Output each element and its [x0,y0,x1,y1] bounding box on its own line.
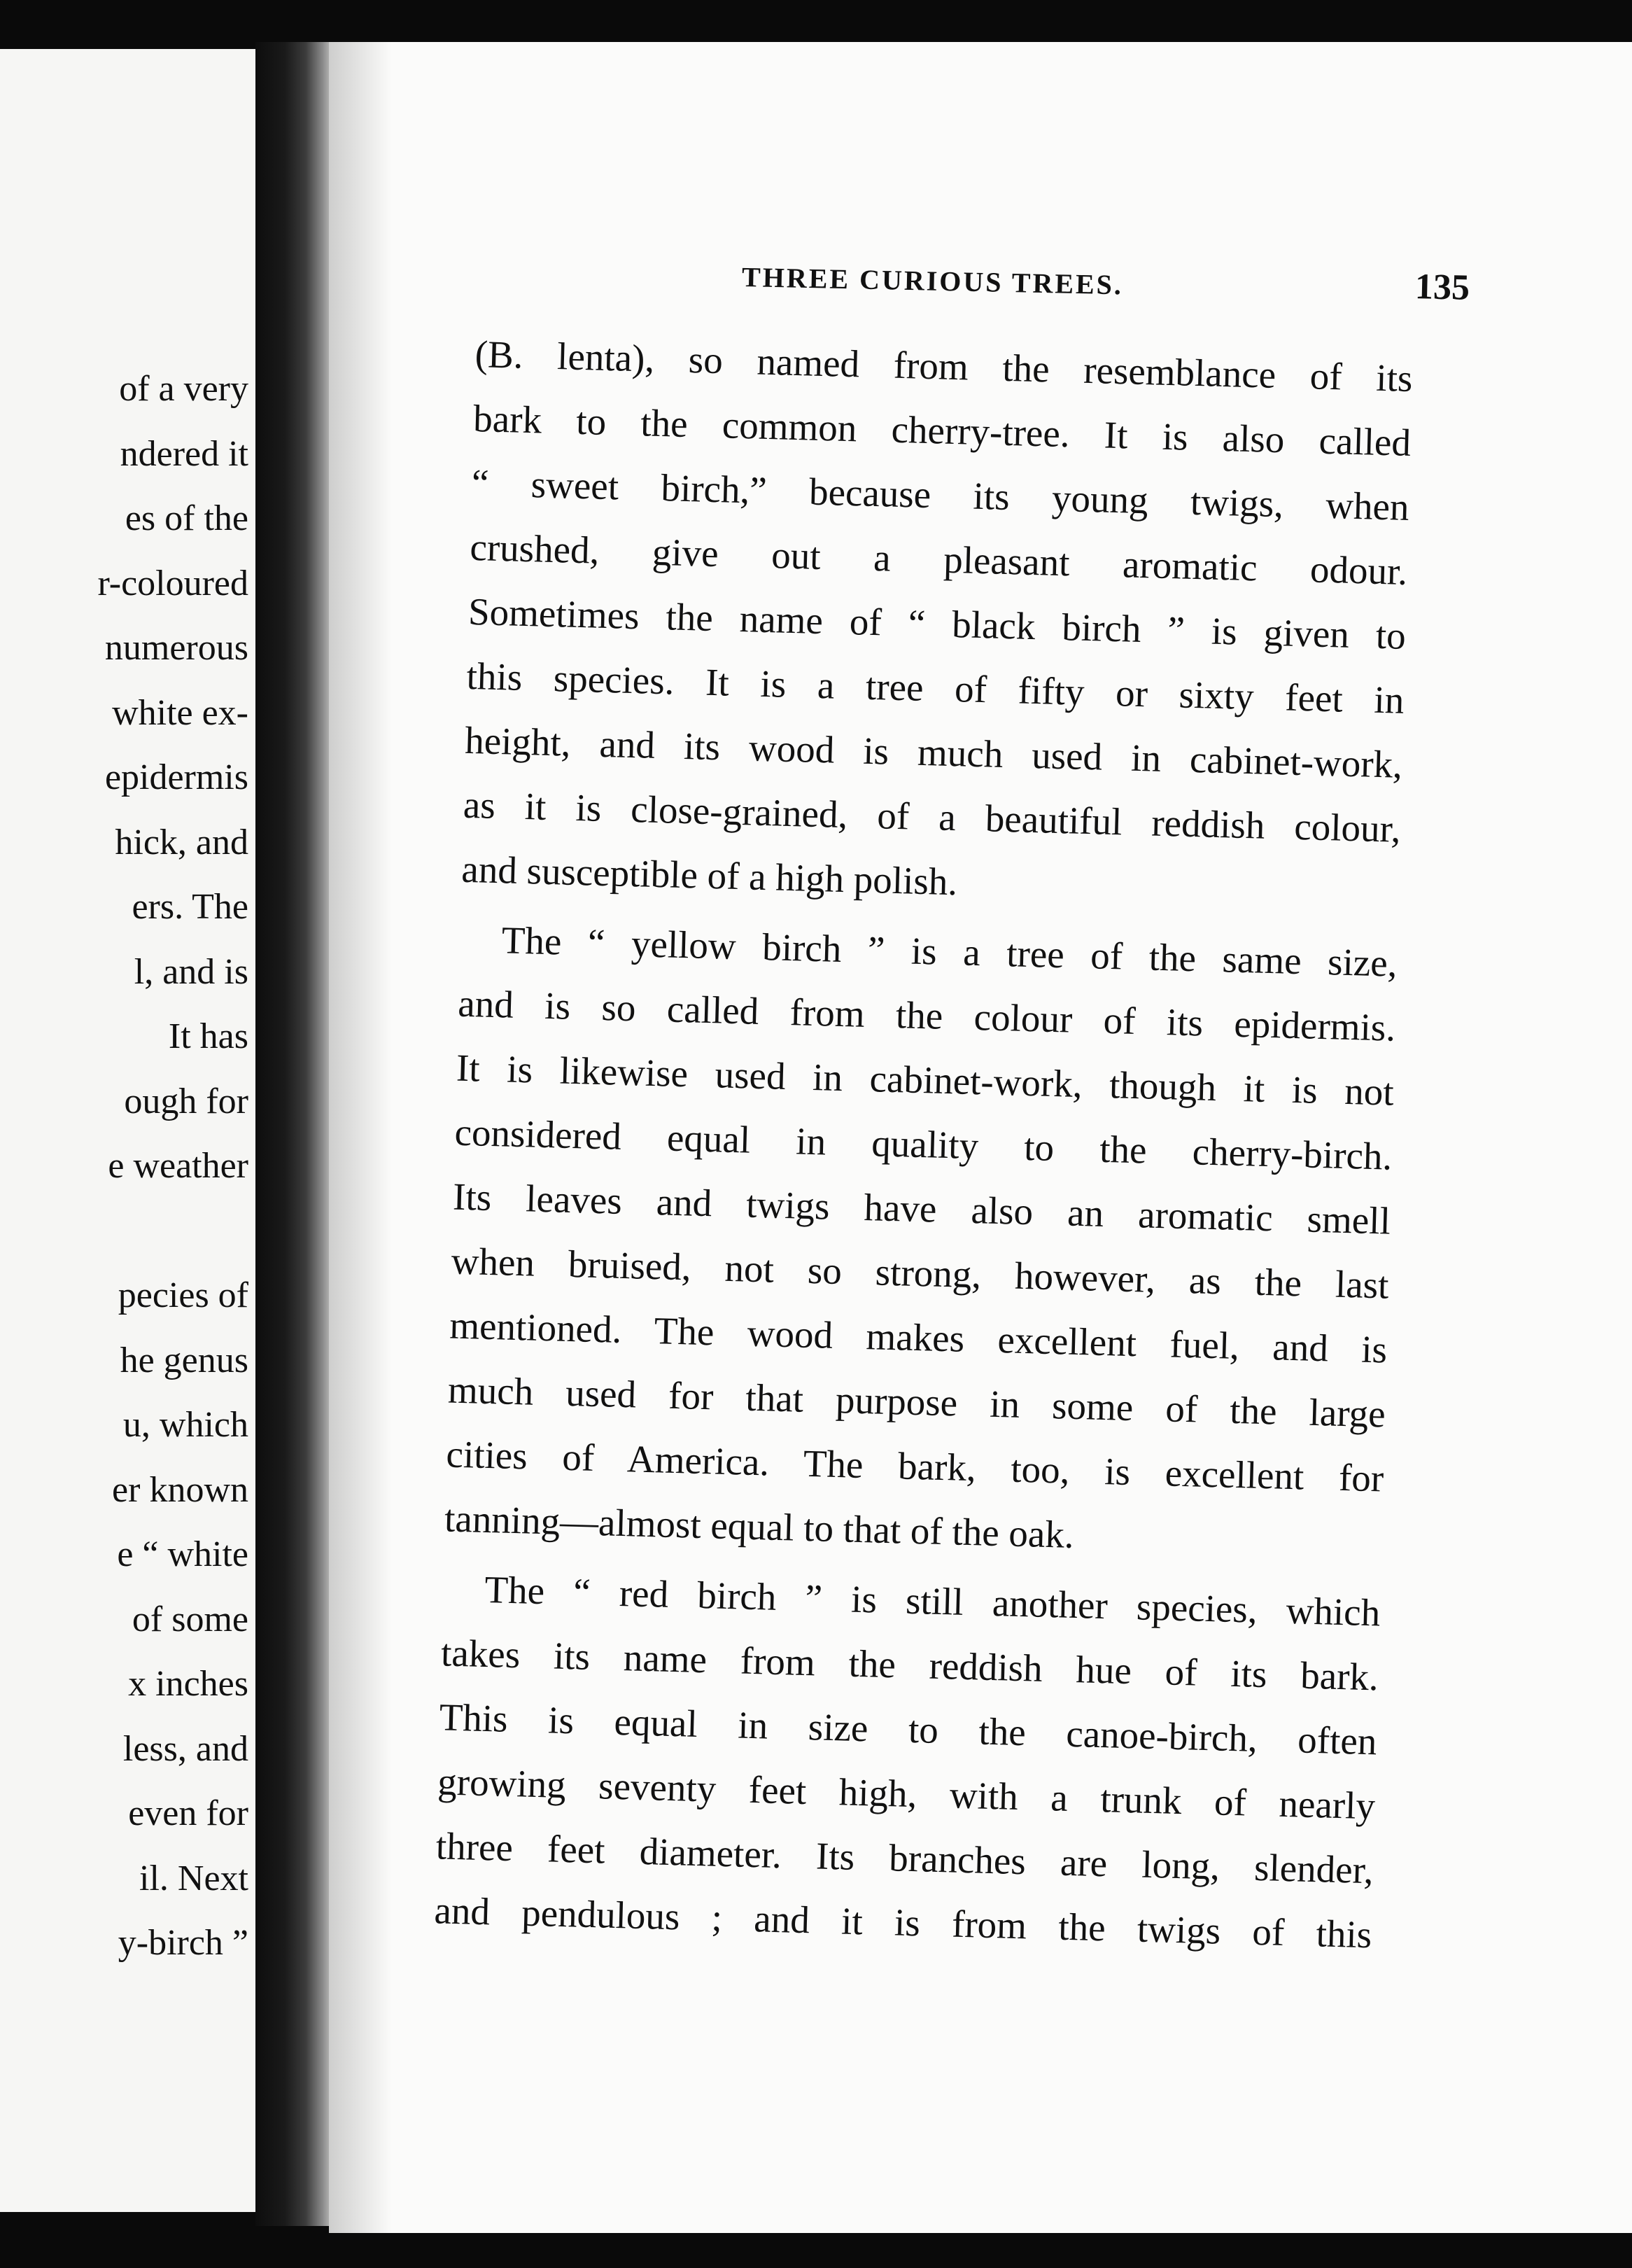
text-line: “ sweet birch,” because its young twigs, when [471,461,1410,528]
book-gutter [255,42,339,2226]
text-line: and pendulous ; and it is from the twigs of this [433,1889,1372,1956]
text-line: as it is close-grained, of a beautiful reddish colour, [463,783,1402,850]
text-line: growing seventy feet high, with a trunk of nearly [437,1760,1376,1828]
page-number: 135 [1414,267,1470,308]
paragraph [444,907,1398,1576]
text-line: this species. It is a tree of fifty or sixty feet in [465,654,1405,722]
running-head: THREE CURIOUS TREES. [741,261,1124,301]
left-line: il. Next [139,1858,248,1898]
text-line: (B. lenta), so named from the resemblance of its [474,332,1414,400]
paragraph [433,1556,1381,1967]
left-line: ough for [124,1081,248,1121]
left-line: es of the [125,498,248,538]
left-line: It has [168,1016,248,1056]
left-line: less, and [122,1728,248,1769]
left-line: er known [112,1469,248,1510]
text-line: crushed, give out a pleasant aromatic odour. [469,525,1408,593]
left-line: of a very [119,369,248,409]
body-text [433,322,1413,1967]
text-line: Its leaves and twigs have also an aromatic smell [452,1175,1391,1242]
left-page-text [0,357,248,1976]
text-line: considered equal in quality to the cherry-birch. [453,1110,1393,1178]
text-line: The “ red birch ” is still another species, which [484,1567,1381,1634]
left-line: numerous [104,628,248,668]
text-line: and susceptible of a high polish. [460,847,958,904]
right-page [329,42,1632,2233]
text-line: much used for that purpose in some of the large [447,1368,1386,1436]
text-line: when bruised, not so strong, however, as the last [451,1239,1390,1307]
text-line: The “ yellow birch ” is a tree of the same size, [501,918,1398,985]
text-line: height, and its wood is much used in cabinet-work, [464,718,1403,786]
text-line: takes its name from the reddish hue of its bark. [440,1631,1379,1699]
left-line: he genus [120,1340,248,1380]
left-line: hick, and [115,822,248,862]
text-line: three feet diameter. Its branches are long, slender, [435,1824,1374,1892]
left-line: r-coloured [97,563,248,603]
left-line: epidermis [104,757,248,797]
left-line: ers. The [132,887,248,927]
text-line: Sometimes the name of “ black birch ” is given to [467,589,1407,657]
left-line: u, which [122,1405,248,1445]
text-line: tanning—almost equal to that of the oak. [444,1497,1075,1556]
text-line: cities of America. The bark, too, is excellent for [445,1432,1384,1500]
text-line: and is so called from the colour of its epidermis. [457,981,1396,1049]
left-line: white ex- [112,692,248,733]
text-line: This is equal in size to the canoe-birch, often [439,1695,1378,1763]
left-line: l, and is [134,951,248,992]
left-line: pecies of [118,1275,248,1315]
left-line: e “ white [117,1534,248,1574]
page-shadow [329,42,392,2233]
text-line: bark to the common cherry-tree. It is also called [472,396,1412,465]
text-line: It is likewise used in cabinet-work, though it is not [456,1046,1395,1114]
left-line: y-birch ” [118,1923,248,1963]
left-line: of some [132,1599,248,1639]
left-line: even for [128,1793,248,1833]
left-line: ndered it [120,433,248,474]
paragraph [460,322,1413,926]
text-line: mentioned. The wood makes excellent fuel, and is [449,1303,1388,1371]
page-header [741,252,1470,323]
left-line [0,1199,248,1264]
left-page [0,49,257,2212]
left-line: x inches [128,1664,248,1704]
left-line: e weather [108,1146,248,1186]
